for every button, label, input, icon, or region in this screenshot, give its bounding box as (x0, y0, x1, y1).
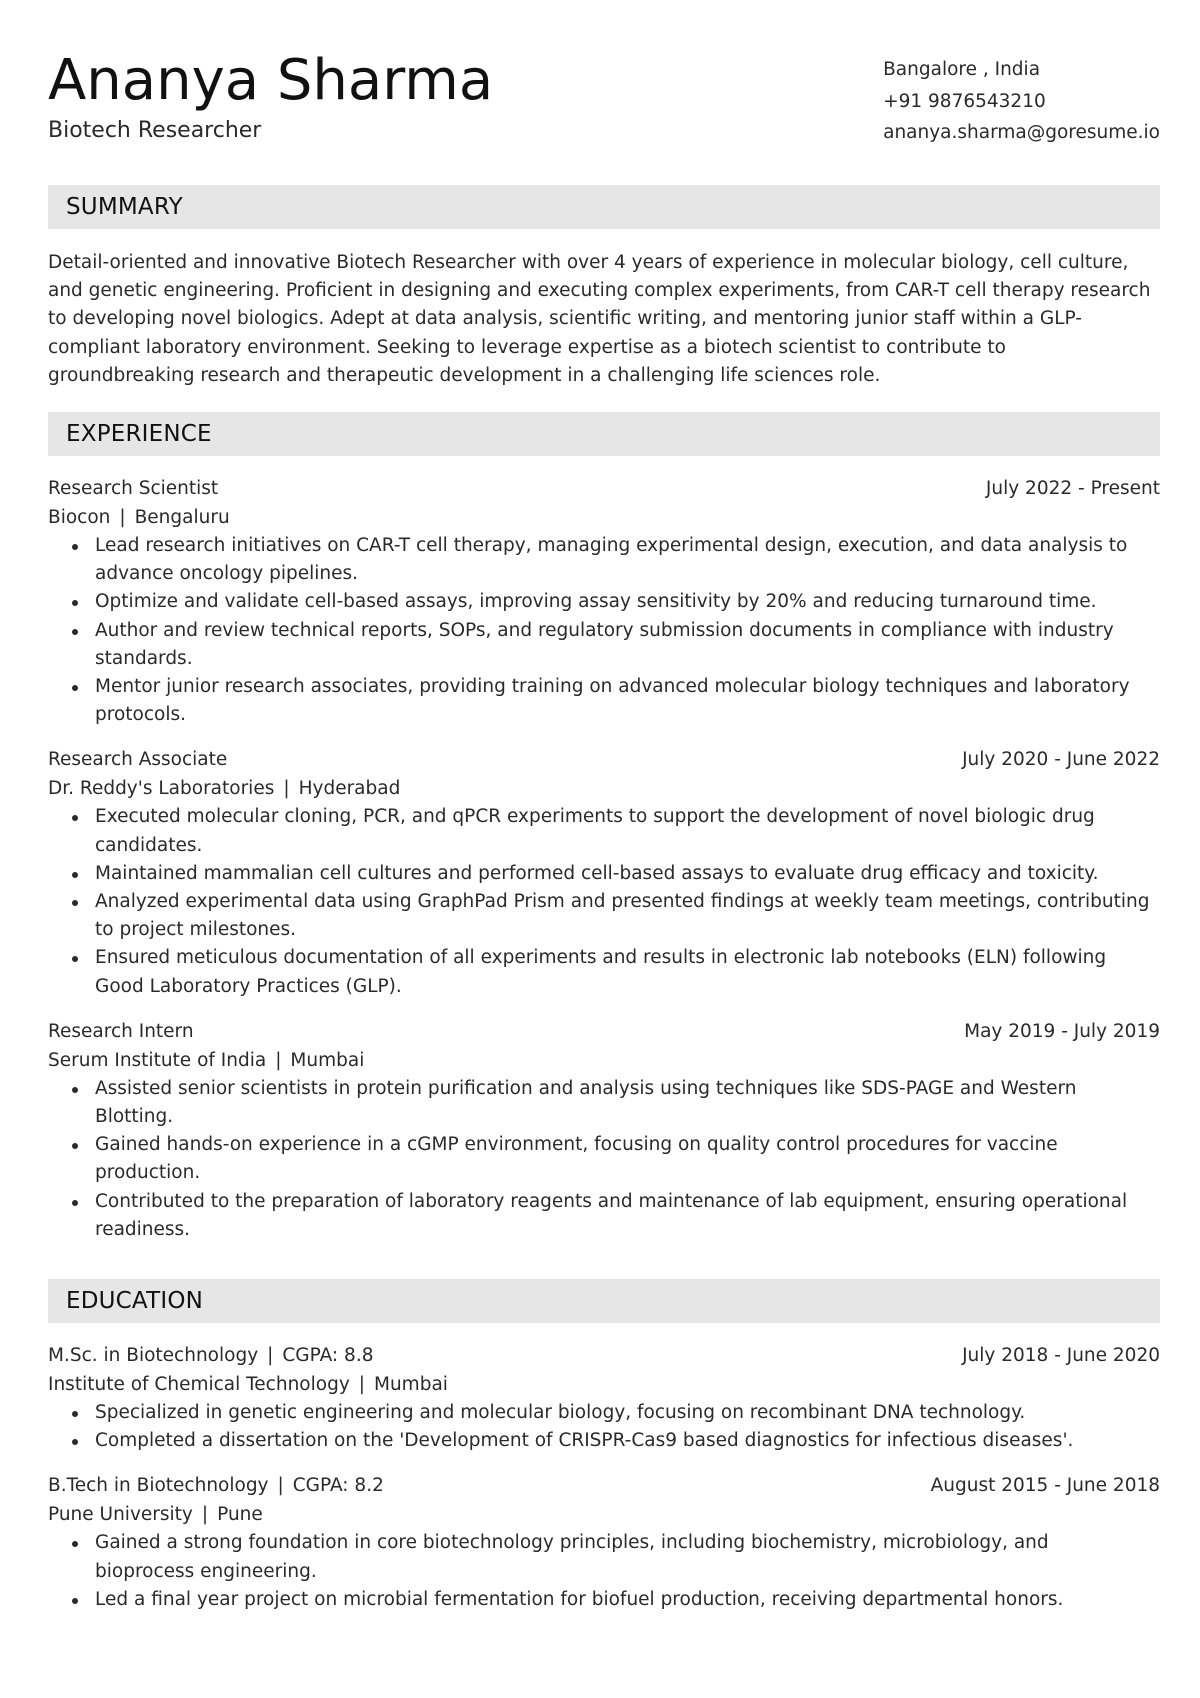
job-bullets (48, 803, 1160, 1000)
separator: | (277, 1475, 284, 1497)
list-item: Contributed to the preparation of laboratory reagents and maintenance of lab equipment, ensuring operational readiness. (48, 1188, 1160, 1244)
degree-cgpa: CGPA: 8.2 (292, 1475, 384, 1497)
list-item: Maintained mammalian cell cultures and performed cell-based assays to evaluate drug efficacy and toxicity. (48, 860, 1160, 888)
bullet-icon (72, 900, 78, 906)
job-bullets (48, 532, 1160, 729)
degree-name: B.Tech in Biotechnology (48, 1475, 269, 1497)
bullet-icon (72, 685, 78, 691)
bullet-icon (72, 1200, 78, 1206)
summary-section (48, 185, 1160, 390)
contact-block (883, 54, 1160, 149)
bullet-icon (72, 629, 78, 635)
experience-entry (48, 745, 1160, 1000)
job-bullets (48, 1075, 1160, 1244)
job-company: Serum Institute of India (48, 1049, 267, 1071)
bullet-icon (72, 1411, 78, 1417)
bullet-icon (72, 872, 78, 878)
separator: | (358, 1374, 365, 1395)
contact-location: Bangalore , India (883, 59, 1041, 80)
separator: | (283, 778, 290, 800)
list-item: Optimize and validate cell-based assays, improving assay sensitivity by 20% and reducing turnaround time. (48, 588, 1160, 616)
experience-header-bar (48, 412, 1160, 456)
separator: | (267, 1345, 274, 1366)
list-item: Completed a dissertation on the 'Development of CRISPR-Cas9 based diagnostics for infectious diseases'. (48, 1427, 1160, 1455)
bullet-icon (72, 544, 78, 550)
bullet-icon (72, 600, 78, 606)
experience-entry (48, 474, 1160, 729)
list-item: Gained hands-on experience in a cGMP environment, focusing on quality control procedures for vaccine production. (48, 1131, 1160, 1187)
education-section (48, 1279, 1160, 1614)
bullet-icon (72, 1143, 78, 1149)
separator: | (119, 507, 126, 528)
candidate-name: Ananya Sharma (48, 48, 494, 113)
institution-location: Mumbai (374, 1374, 448, 1395)
summary-text: Detail-oriented and innovative Biotech Researcher with over 4 years of experience in molecular biology, cell culture, and genetic engineering. Proficient in designing and executing complex experiments, from CAR-T cell therapy research to developing novel biologics. Adept at data analysis, scientific writing, and mentoring junior staff within a GLP-compliant laboratory environment. Seeking to leverage expertise as a biotech scientist to contribute to groundbreaking research and therapeutic development in a challenging life sciences role. (48, 252, 1151, 386)
job-position: Research Intern (48, 1020, 194, 1042)
job-location: Hyderabad (298, 778, 401, 800)
contact-phone: +91 9876543210 (883, 90, 1046, 112)
list-item: Executed molecular cloning, PCR, and qPCR experiments to support the development of novel biologic drug candidates. (48, 803, 1160, 859)
bullet-icon (72, 1439, 78, 1445)
job-dates: July 2022 - Present (985, 478, 1160, 499)
job-position: Research Scientist (48, 478, 219, 499)
summary-title: SUMMARY (66, 194, 183, 220)
experience-title: EXPERIENCE (66, 421, 212, 447)
degree-cgpa: CGPA: 8.8 (282, 1345, 374, 1366)
job-location: Bengaluru (134, 507, 230, 528)
summary-header-bar (48, 185, 1160, 229)
bullet-icon (72, 815, 78, 821)
job-dates: July 2020 - June 2022 (962, 749, 1160, 771)
list-item: Mentor junior research associates, providing training on advanced molecular biology techniques and laboratory protocols. (48, 673, 1160, 729)
education-header-bar (48, 1279, 1160, 1323)
list-item: Specialized in genetic engineering and molecular biology, focusing on recombinant DNA technology. (48, 1399, 1160, 1427)
candidate-role: Biotech Researcher (48, 118, 262, 143)
list-item: Author and review technical reports, SOPs, and regulatory submission documents in compliance with industry standards. (48, 617, 1160, 673)
list-item: Lead research initiatives on CAR-T cell therapy, managing experimental design, execution, and data analysis to advance oncology pipelines. (48, 532, 1160, 588)
bullet-icon (72, 1087, 78, 1093)
degree-bullets (48, 1529, 1160, 1614)
institution-location: Pune (217, 1504, 263, 1526)
separator: | (275, 1049, 282, 1071)
institution-name: Institute of Chemical Technology (48, 1374, 350, 1395)
degree-dates: August 2015 - June 2018 (930, 1475, 1160, 1497)
contact-email: ananya.sharma@goresume.io (883, 122, 1160, 143)
separator: | (201, 1504, 209, 1526)
list-item: Analyzed experimental data using GraphPad Prism and presented findings at weekly team meetings, contributing to project milestones. (48, 888, 1160, 944)
list-item: Led a final year project on microbial fermentation for biofuel production, receiving departmental honors. (48, 1586, 1160, 1614)
job-company: Biocon (48, 507, 111, 528)
bullet-icon (72, 1541, 78, 1547)
institution-name: Pune University (48, 1504, 193, 1526)
education-entry (48, 1471, 1160, 1614)
education-title: EDUCATION (66, 1288, 204, 1314)
resume-header (48, 46, 1160, 156)
degree-dates: July 2018 - June 2020 (962, 1345, 1160, 1366)
job-dates: May 2019 - July 2019 (964, 1020, 1160, 1042)
education-entry (48, 1341, 1160, 1455)
bullet-icon (72, 1598, 78, 1604)
list-item: Assisted senior scientists in protein purification and analysis using techniques like SDS-PAGE and Western Blotting. (48, 1075, 1160, 1131)
list-item: Ensured meticulous documentation of all experiments and results in electronic lab notebooks (ELN) following Good Laboratory Practices (GLP). (48, 944, 1160, 1000)
list-item: Gained a strong foundation in core biotechnology principles, including biochemistry, microbiology, and bioprocess engineering. (48, 1529, 1160, 1585)
job-company: Dr. Reddy's Laboratories (48, 778, 275, 800)
bullet-icon (72, 956, 78, 962)
degree-bullets (48, 1399, 1160, 1455)
experience-entry (48, 1017, 1160, 1244)
experience-section (48, 412, 1160, 1244)
degree-name: M.Sc. in Biotechnology (48, 1345, 259, 1366)
job-location: Mumbai (290, 1049, 365, 1071)
job-position: Research Associate (48, 749, 228, 771)
